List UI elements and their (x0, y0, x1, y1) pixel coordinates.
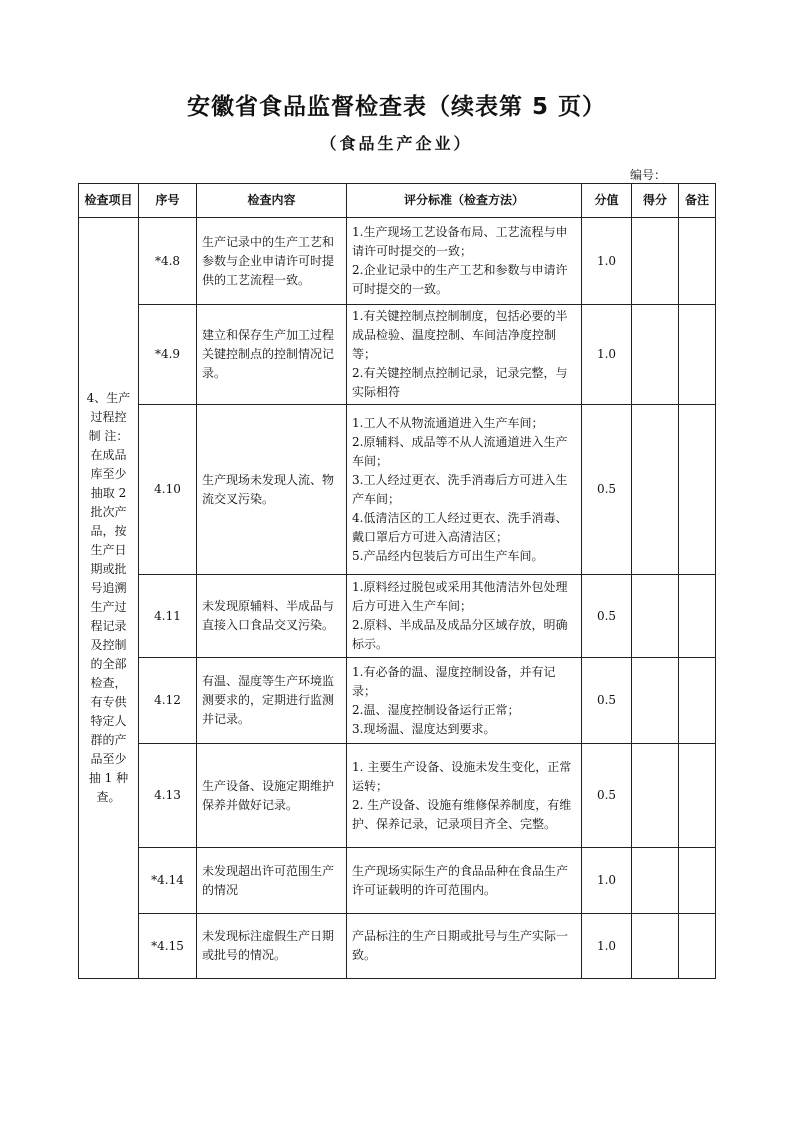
row-content: 生产现场未发现人流、物流交叉污染。 (197, 405, 347, 575)
row-score: 0.5 (582, 744, 632, 848)
row-score: 0.5 (582, 405, 632, 575)
criteria-line: 1.生产现场工艺设备布局、工艺流程与申请许可时提交的一致； (352, 225, 568, 258)
inspection-table (78, 183, 716, 979)
row-score: 0.5 (582, 575, 632, 658)
row-remark[interactable] (679, 405, 716, 575)
row-content: 未发现标注虚假生产日期或批号的情况。 (197, 914, 347, 979)
row-got-score[interactable] (632, 218, 679, 305)
row-no: 4.12 (139, 658, 197, 744)
col-header-criteria: 评分标准（检查方法） (347, 184, 582, 218)
criteria-line: 2.有关键控制点控制记录，记录完整，与实际相符 (352, 366, 568, 399)
row-no: *4.9 (139, 305, 197, 405)
row-no: *4.14 (139, 848, 197, 914)
row-remark[interactable] (679, 848, 716, 914)
row-criteria (347, 575, 582, 658)
row-got-score[interactable] (632, 848, 679, 914)
table-row (79, 575, 716, 658)
criteria-line: 5.产品经内包装后方可出生产车间。 (352, 548, 544, 563)
table-row (79, 405, 716, 575)
col-header-got: 得分 (632, 184, 679, 218)
col-header-score: 分值 (582, 184, 632, 218)
row-content: 生产记录中的生产工艺和参数与企业申请许可时提供的工艺流程一致。 (197, 218, 347, 305)
page-subtitle: （食品生产企业） (320, 134, 473, 153)
table-row (79, 218, 716, 305)
row-content: 建立和保存生产加工过程关键控制点的控制情况记录。 (197, 305, 347, 405)
row-no: *4.8 (139, 218, 197, 305)
row-criteria (347, 744, 582, 848)
criteria-line: 2.温、湿度控制设备运行正常； (352, 702, 520, 717)
row-remark[interactable] (679, 218, 716, 305)
row-score: 1.0 (582, 914, 632, 979)
row-criteria (347, 658, 582, 744)
row-no: 4.10 (139, 405, 197, 575)
row-score: 0.5 (582, 658, 632, 744)
table-row (79, 848, 716, 914)
criteria-line: 1. 主要生产设备、设施未发生变化，正常运转； (352, 759, 572, 793)
doc-number-label: 编号： (630, 168, 667, 182)
row-criteria (347, 405, 582, 575)
table-row (79, 658, 716, 744)
row-no: 4.13 (139, 744, 197, 848)
criteria-line: 1.原料经过脱包或采用其他清洁外包处理后方可进入生产车间； (352, 580, 568, 613)
criteria-line: 1.有必备的温、湿度控制设备，并有记录； (352, 664, 556, 698)
criteria-line: 2.原辅料、成品等不从人流通道进入生产车间； (352, 434, 568, 468)
criteria-line: 3.现场温、湿度达到要求。 (352, 721, 496, 736)
col-header-no: 序号 (139, 184, 197, 218)
row-score: 1.0 (582, 848, 632, 914)
row-remark[interactable] (679, 914, 716, 979)
col-header-content: 检查内容 (197, 184, 347, 218)
criteria-line: 3.工人经过更衣、洗手消毒后方可进入生产车间； (352, 472, 568, 506)
row-got-score[interactable] (632, 744, 679, 848)
row-got-score[interactable] (632, 575, 679, 658)
table-row (79, 744, 716, 848)
row-criteria (347, 218, 582, 305)
table-row (79, 305, 716, 405)
row-remark[interactable] (679, 575, 716, 658)
row-content: 有温、湿度等生产环境监测要求的，定期进行监测并记录。 (197, 658, 347, 744)
row-no: *4.15 (139, 914, 197, 979)
row-score: 1.0 (582, 218, 632, 305)
criteria-line: 1.有关键控制点控制制度，包括必要的半成品检验、温度控制、车间洁净度控制等； (352, 309, 568, 361)
criteria-line: 1.工人不从物流通道进入生产车间； (352, 415, 544, 430)
row-content: 未发现原辅料、半成品与直接入口食品交叉污染。 (197, 575, 347, 658)
check-item-cell: 4、生产过程控制 注：在成品库至少抽取 2 批次产品，按生产日期或批号追溯生产过程记录及控制的全部检查，有专供特定人群的产品至少抽 1 种查。 (79, 218, 139, 979)
row-content: 生产设备、设施定期维护保养并做好记录。 (197, 744, 347, 848)
col-header-remark: 备注 (679, 184, 716, 218)
criteria-line: 生产现场实际生产的食品品种在食品生产许可证载明的许可范围内。 (352, 863, 569, 897)
criteria-line: 2.原料、半成品及成品分区域存放，明确标示。 (352, 618, 568, 651)
row-criteria (347, 305, 582, 405)
row-score: 1.0 (582, 305, 632, 405)
row-got-score[interactable] (632, 305, 679, 405)
row-remark[interactable] (679, 305, 716, 405)
row-got-score[interactable] (632, 914, 679, 979)
criteria-line: 2. 生产设备、设施有维修保养制度，有维护、保养记录，记录项目齐全、完整。 (352, 797, 572, 831)
row-remark[interactable] (679, 658, 716, 744)
row-no: 4.11 (139, 575, 197, 658)
row-got-score[interactable] (632, 405, 679, 575)
col-header-item: 检查项目 (79, 184, 139, 218)
criteria-line: 2.企业记录中的生产工艺和参数与申请许可时提交的一致。 (352, 263, 568, 296)
table-header-row (79, 184, 716, 218)
criteria-line: 4.低清洁区的工人经过更衣、洗手消毒、戴口罩后方可进入高清洁区； (352, 510, 568, 544)
row-criteria (347, 848, 582, 914)
row-remark[interactable] (679, 744, 716, 848)
row-criteria (347, 914, 582, 979)
table-row (79, 914, 716, 979)
row-content: 未发现超出许可范围生产的情况 (197, 848, 347, 914)
row-got-score[interactable] (632, 658, 679, 744)
page-title: 安徽省食品监督检查表（续表第 5 页） (186, 94, 607, 120)
criteria-line: 产品标注的生产日期或批号与生产实际一致。 (352, 929, 569, 962)
